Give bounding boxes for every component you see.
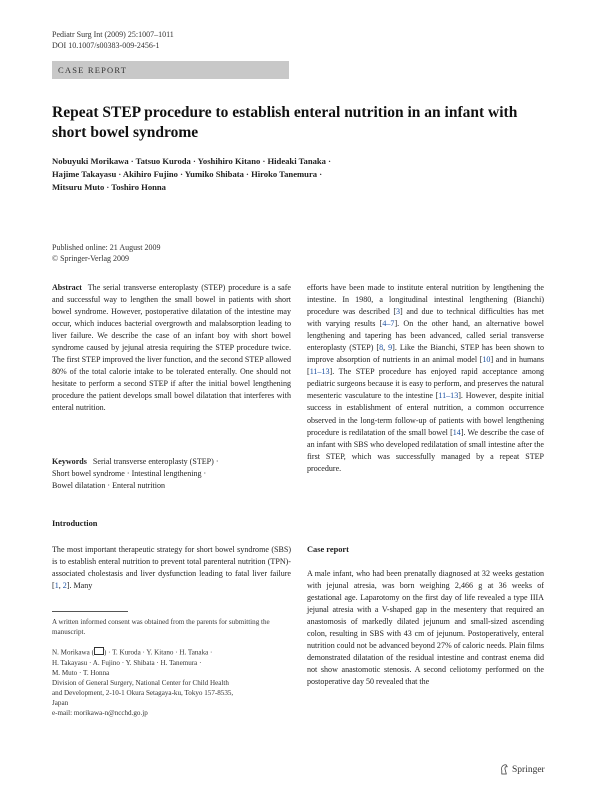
footnote-divider (52, 611, 128, 612)
reference-link[interactable]: 3 (396, 307, 401, 317)
copyright: © Springer-Verlag 2009 (52, 253, 130, 263)
doi: DOI 10.1007/s00383-009-2456-1 (52, 40, 160, 50)
article-title: Repeat STEP procedure to establish enteral nutrition in an infant with short bowel syndrome (52, 104, 518, 141)
keywords (52, 456, 291, 492)
publisher-name: Springer (512, 764, 545, 775)
author-line: Mitsuru Muto · Toshiro Honna (52, 182, 166, 192)
author-line: Nobuyuki Morikawa · Tatsuo Kuroda · Yoshihiro Kitano · Hideaki Tanaka · (52, 156, 331, 166)
case-report-text: A male infant, who had been prenatally diagnosed at 32 weeks gestation with jejunal atresia, was born weighing 2,466 g at 36 weeks of gestational age. Laparotomy on the first day of life revealed a type IIIA jejunal atresia with a V-shaped gap in the mesentery that required an anastomosis of markedly dilated jejunum and small-sized ascending colon, resulting in SBS with 43 cm of jejunum. Postoperatively, enteral nutrition could not be advanced beyond 27% of caloric needs. Plain films demonstrated dilatation of the residual intestine and contrast enema did not show anastomotic stenosis. A second celiotomy performed on the postoperative day 50 revealed that the (307, 569, 544, 687)
reference-link[interactable]: 11–13 (438, 391, 459, 401)
keyword-line: Short bowel syndrome · Intestinal lengthening · (52, 469, 207, 479)
case-report-label: CASE REPORT (58, 65, 128, 75)
springer-horse-icon (500, 764, 509, 775)
publisher-logo (500, 764, 545, 775)
case-report-heading: Case report (307, 545, 349, 554)
author-list (52, 155, 542, 194)
keywords-label: Keywords (52, 457, 87, 466)
abstract-text: The serial transverse enteroplasty (STEP) procedure is a safe and successful way to lengthen the small bowel in patients with short bowel syndrome. However, postoperative dilatation of the intestine may occur, which induces bacterial overgrowth and malabsorption leading to liver failure. We describe the case of an infant boy with short bowel syndrome caused by jejunal atresia requiring the STEP procedure twice. The first STEP improved the liver function, and the second STEP allowed 80% of the total calorie intake to be tolerated enterally. One should not hesitate to perform a second STEP if after the initial bowel lengthening procedure the patient develops small bowel dilatation that interferes with enteral nutrition. (52, 283, 291, 413)
abstract (52, 282, 291, 415)
author-line: Hajime Takayasu · Akihiro Fujino · Yumiko Shibata · Hiroko Tanemura · (52, 169, 323, 179)
publication-info (52, 243, 160, 264)
journal-header (52, 30, 174, 51)
keyword-line: Serial transverse enteroplasty (STEP) · (92, 457, 219, 466)
reference-link[interactable]: 9 (388, 343, 393, 353)
keyword-line: Bowel dilatation · Enteral nutrition (52, 481, 166, 491)
introduction-heading: Introduction (52, 519, 98, 528)
reference-link[interactable]: 4–7 (382, 319, 395, 329)
consent-footnote: A written informed consent was obtained from the parents for submitting the manuscript. (52, 618, 270, 636)
email-link[interactable]: e-mail: morikawa-n@ncchd.go.jp (52, 708, 148, 717)
author-affiliation: N. Morikawa ( ) · T. Kuroda · Y. Kitano · H. Tanaka · H. Takayasu · A. Fujino · Y. Shibata · H. Tanemura · M. Muto · T. Honna Division of General Surgery, National Center for Child Health and Development, 2-10-1 Okura Setagaya-ku, Tokyo 157-8535, Japan e-mail: morikawa-n@ncchd.go.jp (52, 647, 292, 718)
case-report-bar (52, 61, 289, 79)
published-date: Published online: 21 August 2009 (52, 243, 161, 252)
reference-link[interactable]: 10 (482, 355, 491, 365)
reference-link[interactable]: 2 (62, 581, 67, 591)
abstract-label: Abstract (52, 283, 82, 292)
reference-link[interactable]: 11–13 (309, 367, 330, 377)
envelope-icon (94, 647, 104, 655)
introduction-continued: efforts have been made to institute enteral nutrition by lengthening the intestine. In 1980, a longitudinal intestinal lengthening (Bianchi) procedure was described [3] and due to technical difficulties has met with varying results [4–7]. On the other hand, an alternative bowel lengthening and tapering has been advanced, called serial transverse enteroplasty (STEP) [8, 9]. Like the Bianchi, STEP has been shown to improve absorption of nutrients in an animal model [10] and in humans [11–13]. The STEP procedure has enjoyed rapid acceptance among pediatric surgeons because it is easy to perform, and preserves the natural mesenteric vasculature to the intestine [11–13]. However, despite initial success in establishment of enteral nutrition, a common occurrence observed in the long-term follow-up of patients with bowel lengthening procedure is redilatation of the small bowel [14]. We describe the case of an infant with SBS who developed redilatation of small intestine after the first STEP, which was successfully managed by a repeat STEP procedure. (307, 283, 544, 473)
reference-link[interactable]: 14 (452, 427, 461, 437)
reference-link[interactable]: 8 (379, 343, 384, 353)
citation: Pediatr Surg Int (2009) 25:1007–1011 (52, 30, 174, 39)
reference-link[interactable]: 1 (54, 581, 59, 591)
introduction-text: The most important therapeutic strategy for short bowel syndrome (SBS) is to establish enteral nutrition to prevent total parenteral nutrition (TPN)-associated cholestasis and liver dysfunction leading to fatal liver failure [1, 2]. Many (52, 545, 291, 591)
